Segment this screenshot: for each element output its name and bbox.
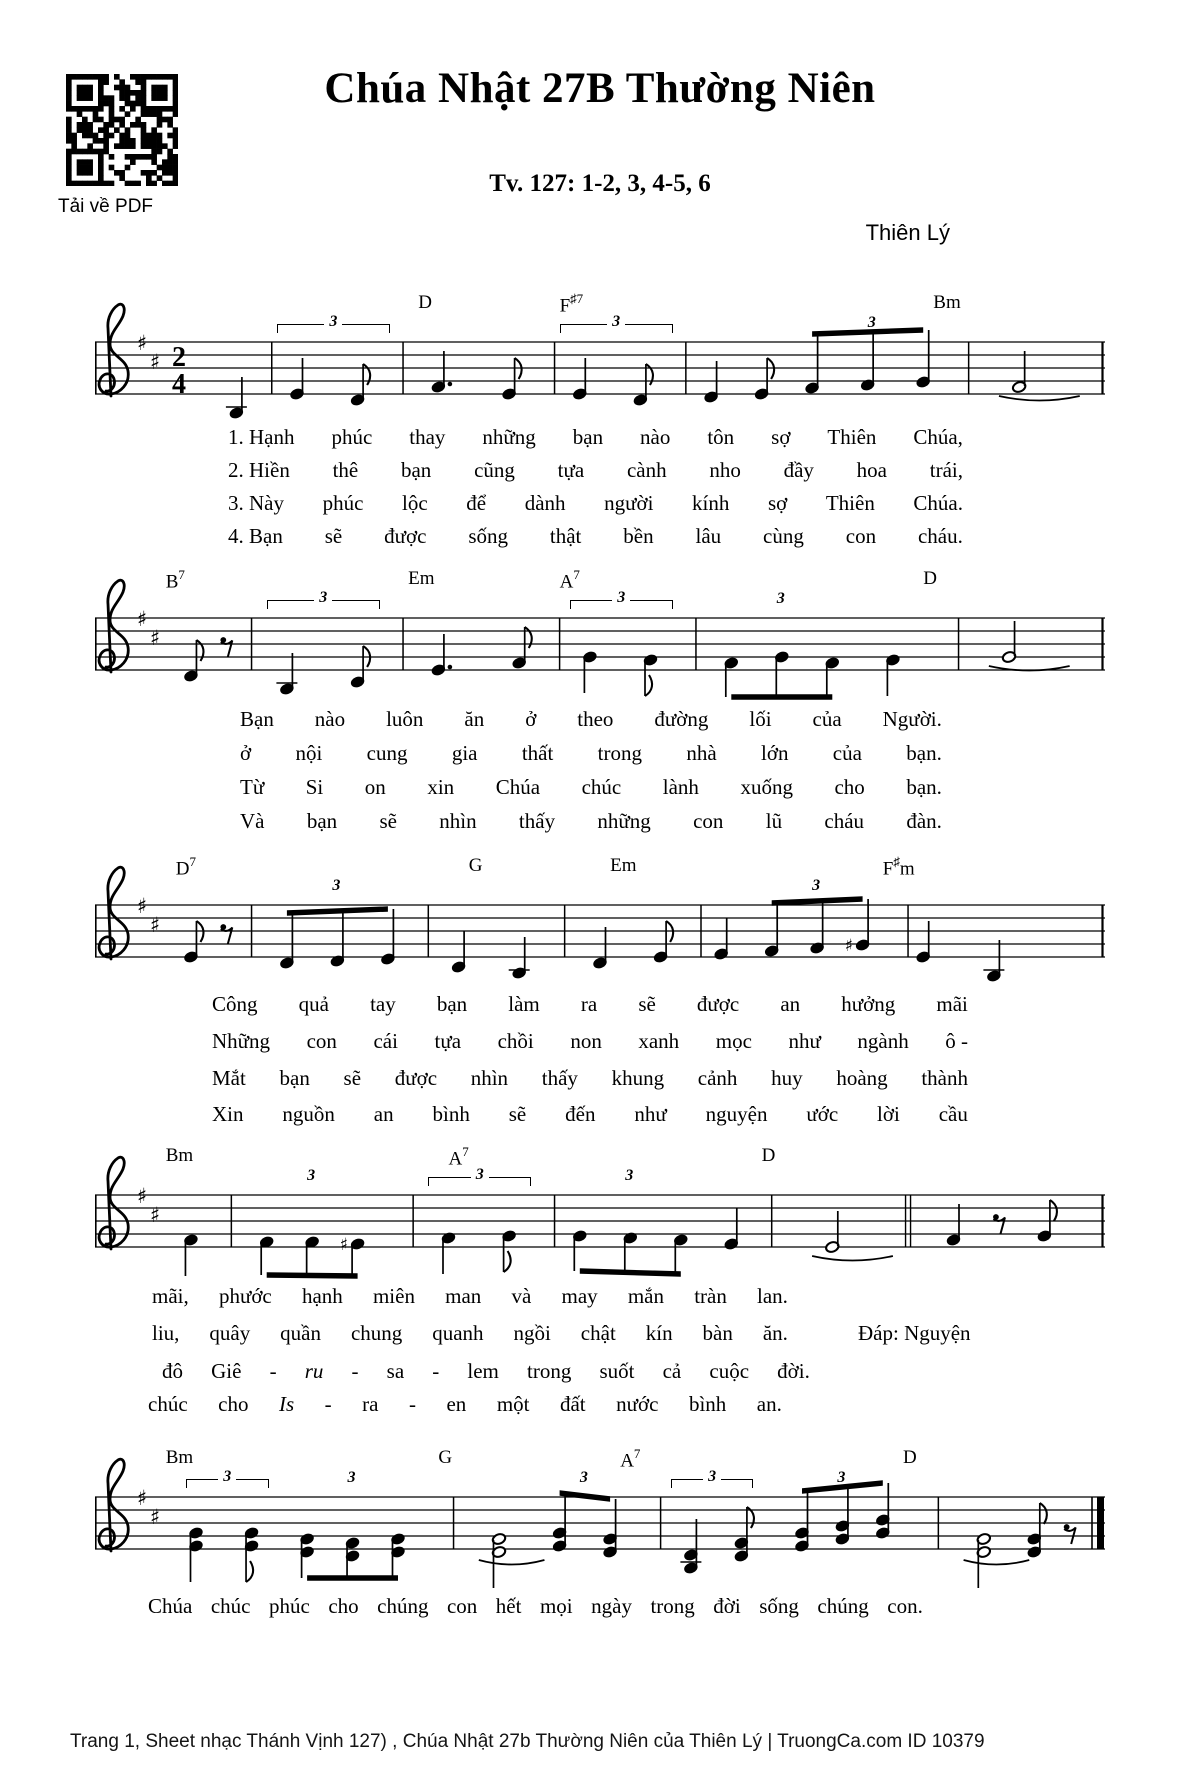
lyric-word: bình [688, 1392, 727, 1416]
triplet-mark: 3 [625, 1167, 634, 1184]
lyric-line [212, 1065, 968, 1092]
footer-text: Trang 1, Sheet nhạc Thánh Vịnh 127) , Chúa Nhật 27b Thường Niên của Thiên Lý | TruongCa.com ID 10379 [70, 1731, 985, 1752]
lyric-word: suốt [599, 1359, 635, 1383]
lyric-word: chúc [581, 775, 622, 799]
lyric-word: huy [771, 1066, 803, 1090]
lyric-line [240, 706, 942, 733]
lyric-word: Công [212, 992, 258, 1016]
lyric-word: sa [386, 1359, 405, 1383]
lyric-word: và [511, 1284, 532, 1308]
chord-label: G [438, 1447, 453, 1468]
lyric-word: tựa [557, 458, 585, 482]
lyric-word: nội [295, 741, 323, 765]
lyric-word: được [394, 1066, 438, 1090]
lyric-word: thê [332, 458, 359, 482]
lyric-word: cùng [763, 524, 804, 548]
svg-text:♯: ♯ [137, 894, 148, 918]
lyric-word: đời. [777, 1359, 810, 1383]
lyric-word: nguyện [705, 1102, 768, 1126]
chord-label: $A^7$ [620, 1446, 641, 1472]
svg-text:♯: ♯ [150, 350, 161, 374]
lyric-word: cháu [824, 809, 865, 833]
lyric-word: lũ [765, 809, 783, 833]
lyric-word: để [466, 491, 487, 515]
lyric-word: lớn [761, 741, 789, 765]
chord-label: Em [408, 568, 435, 589]
lyric-word: sẽ [343, 1066, 362, 1090]
lyric-word: an [373, 1102, 394, 1126]
lyric-word: nào [314, 707, 346, 731]
lyric-word: lan. [757, 1284, 788, 1308]
lyric-word: những [597, 809, 651, 833]
lyric-word: ăn. [762, 1321, 788, 1345]
lyric-word: 2. Hiền [228, 458, 290, 482]
lyric-word: đời [713, 1594, 741, 1618]
svg-text:♯: ♯ [137, 1184, 148, 1208]
lyric-word: một [496, 1392, 530, 1416]
lyric-word: an. [756, 1392, 782, 1416]
author-name: Thiên Lý [865, 220, 950, 245]
lyric-word: Mắt [212, 1066, 246, 1090]
lyric-word: hạnh [301, 1284, 343, 1308]
lyric-word: chúc [148, 1392, 188, 1416]
lyric-word: thấy [541, 1066, 578, 1090]
lyric-line [240, 808, 942, 835]
lyric-word: con [845, 524, 877, 548]
lyric-word: Chúa [148, 1594, 193, 1618]
lyric-word: hoàng [836, 1066, 888, 1090]
lyric-word: - [351, 1359, 359, 1383]
lyric-line [152, 1320, 788, 1347]
lyric-word: nhà [686, 741, 717, 765]
lyric-word: bình [432, 1102, 470, 1126]
lyric-word: ngồi [513, 1321, 551, 1345]
lyric-word: Si [305, 775, 324, 799]
lyric-word: làm [508, 992, 540, 1016]
lyric-word: xanh [638, 1029, 680, 1053]
chord-label: F♯m [882, 854, 915, 880]
lyric-line [162, 1358, 810, 1385]
triplet-mark: 3 [332, 877, 341, 894]
lyric-word: non [570, 1029, 602, 1053]
chord-label: G [468, 855, 483, 876]
lyric-line [212, 1101, 968, 1128]
qr-caption-link[interactable]: Tải về PDF [58, 196, 154, 217]
triplet-mark: 3 [812, 877, 821, 894]
lyric-line [212, 1028, 968, 1055]
lyric-word: phúc [331, 425, 373, 449]
lyric-word: lối [749, 707, 772, 731]
lyric-word: ru [304, 1359, 324, 1383]
lyric-word: ngày [591, 1594, 632, 1618]
lyric-word: hoa [856, 458, 887, 482]
lyric-word: Thiên [825, 491, 875, 515]
lyric-word: Giê [211, 1359, 242, 1383]
svg-text:♯: ♯ [150, 913, 161, 937]
lyric-line [212, 991, 968, 1018]
triplet-mark: 3 [570, 600, 673, 609]
lyric-word: đầy [783, 458, 814, 482]
lyric-word: - [269, 1359, 277, 1383]
triplet-mark: 3 [186, 1479, 269, 1488]
lyric-word: chúc [210, 1594, 251, 1618]
lyric-word: con [446, 1594, 478, 1618]
lyric-word: bền [623, 524, 654, 548]
lyric-word: kính [692, 491, 730, 515]
lyric-word: mọi [539, 1594, 573, 1618]
lyric-word: ước [806, 1102, 839, 1126]
lyric-word: lành [662, 775, 699, 799]
lyric-word: ô - [945, 1029, 968, 1053]
lyric-word: cảnh [697, 1066, 738, 1090]
staff-svg [95, 1145, 1105, 1300]
lyric-word: thất [521, 741, 554, 765]
music-system-5 [80, 1447, 1125, 1662]
lyric-word: trong [650, 1594, 695, 1618]
lyric-word: chồi [497, 1029, 534, 1053]
lyric-word: tràn [694, 1284, 727, 1308]
svg-text:♯: ♯ [844, 936, 853, 956]
lyric-word: sẽ [638, 992, 656, 1016]
lyric-word: quanh [432, 1321, 484, 1345]
triplet-mark: 3 [579, 1469, 588, 1486]
triplet-mark: 3 [560, 324, 673, 333]
lyric-word: bạn [279, 1066, 310, 1090]
lyric-word: mọc [715, 1029, 752, 1053]
lyric-word: sẽ [324, 524, 343, 548]
chord-label: D [903, 1447, 917, 1468]
lyric-word: tựa [434, 1029, 462, 1053]
lyric-word: sẽ [379, 809, 397, 833]
svg-text:♯: ♯ [137, 331, 148, 355]
chord-label: Bm [165, 1447, 194, 1468]
lyric-word: phước [218, 1284, 272, 1308]
lyric-word: con [693, 809, 724, 833]
lyric-line [152, 1283, 788, 1310]
lyric-word: nhìn [470, 1066, 509, 1090]
lyric-word: gia [451, 741, 478, 765]
lyric-word: được [384, 524, 427, 548]
chord-label: $F^{♯7}$ [559, 291, 584, 317]
lyric-word: theo [577, 707, 614, 731]
lyric-word: may [561, 1284, 598, 1308]
lyric-word: kín [645, 1321, 673, 1345]
triplet-mark: 3 [671, 1479, 754, 1488]
lyric-word: bạn [436, 992, 468, 1016]
lyric-word: thành [921, 1066, 968, 1090]
lyric-word: đô [162, 1359, 183, 1383]
lyric-word: đàn. [906, 809, 942, 833]
lyric-word: lem [467, 1359, 499, 1383]
triplet-mark: 3 [267, 600, 380, 609]
lyric-word: ở [240, 741, 252, 765]
lyric-word: cháu. [917, 524, 963, 548]
lyric-word: sống [468, 524, 508, 548]
lyric-word: thật [549, 524, 582, 548]
lyric-word: nhìn [439, 809, 477, 833]
svg-text:♯: ♯ [137, 607, 148, 631]
lyric-word: nho [709, 458, 741, 482]
lyric-word: sợ [771, 425, 791, 449]
svg-text:♯: ♯ [137, 1486, 148, 1510]
lyric-word: ra [580, 992, 598, 1016]
lyric-word: hưởng [841, 992, 896, 1016]
chord-label: Bm [933, 292, 961, 313]
lyric-word: miên [372, 1284, 415, 1308]
lyric-word: lời [877, 1102, 900, 1126]
lyric-word: Thiên [827, 425, 877, 449]
lyric-word: Người. [882, 707, 942, 731]
lyric-line [228, 424, 963, 451]
lyric-word: bạn. [906, 775, 942, 799]
lyric-word: en [446, 1392, 467, 1416]
lyric-word: ăn [464, 707, 485, 731]
lyric-word: bạn [306, 809, 338, 833]
lyric-word: lâu [695, 524, 722, 548]
lyric-word: ngành [857, 1029, 909, 1053]
lyric-word: sẽ [508, 1102, 527, 1126]
triplet-mark: 3 [307, 1167, 316, 1184]
lyric-word: liu, [152, 1321, 180, 1345]
lyric-line [240, 740, 942, 767]
lyric-word: an [780, 992, 801, 1016]
triplet-mark: 3 [277, 324, 390, 333]
svg-text:2: 2 [172, 342, 186, 373]
lyric-response-label: Đáp: Nguyện [858, 1321, 971, 1345]
chord-label: D [761, 1145, 776, 1166]
lyric-word: 4. Bạn [228, 524, 283, 548]
lyric-line [240, 774, 942, 801]
lyric-word: được [696, 992, 740, 1016]
triplet-mark: 3 [776, 590, 785, 607]
lyric-word: lộc [402, 491, 428, 515]
lyric-word: nào [640, 425, 671, 449]
lyric-word: thấy [518, 809, 556, 833]
chord-label: $B^7$ [165, 567, 185, 593]
lyric-word: con [306, 1029, 337, 1053]
lyric-word: nước [616, 1392, 659, 1416]
lyric-word: quần [280, 1321, 321, 1345]
lyric-word: mãi, [152, 1284, 189, 1308]
lyric-word: ra [362, 1392, 379, 1416]
lyric-word: nguồn [282, 1102, 335, 1126]
lyric-word: cho [834, 775, 865, 799]
lyric-word: mãi [936, 992, 968, 1016]
lyric-word: Chúa, [913, 425, 963, 449]
lyric-word: cả [662, 1359, 682, 1383]
lyric-word: Từ [240, 775, 265, 799]
lyric-word: chúng [817, 1594, 869, 1618]
lyric-word: ở [525, 707, 537, 731]
lyric-word: đất [559, 1392, 586, 1416]
staff-svg [95, 568, 1105, 723]
svg-text:♯: ♯ [150, 1203, 161, 1227]
lyric-word: cuộc [709, 1359, 750, 1383]
lyric-line [148, 1391, 782, 1418]
lyric-word: khung [611, 1066, 665, 1090]
lyric-word: cung [366, 741, 408, 765]
svg-text:♯: ♯ [150, 1505, 161, 1529]
lyric-word: Chúa. [913, 491, 963, 515]
lyric-line [228, 457, 963, 484]
lyric-word: chật [580, 1321, 616, 1345]
lyric-word: chúng [377, 1594, 429, 1618]
lyric-word: của [832, 741, 862, 765]
lyric-word: - [324, 1392, 332, 1416]
lyric-word: bạn [572, 425, 604, 449]
chord-label: $D^7$ [175, 854, 197, 880]
svg-text:4: 4 [172, 369, 186, 400]
lyric-word: cho [328, 1594, 359, 1618]
lyric-word: on [364, 775, 386, 799]
lyric-word: bạn. [906, 741, 942, 765]
lyric-word: Xin [212, 1102, 244, 1126]
lyric-word: tôn [707, 425, 735, 449]
triplet-mark: 3 [867, 314, 876, 331]
lyric-word: trong [597, 741, 642, 765]
lyric-word: cành [626, 458, 667, 482]
lyric-word: quây [209, 1321, 251, 1345]
svg-text:♯: ♯ [339, 1235, 348, 1255]
lyric-word: tay [370, 992, 396, 1016]
lyric-word: người [604, 491, 654, 515]
staff-svg [95, 1447, 1105, 1602]
lyric-word: 1. Hạnh [228, 425, 295, 449]
lyric-word: cầu [938, 1102, 968, 1126]
lyric-line [228, 490, 963, 517]
lyric-word: mắn [627, 1284, 664, 1308]
lyric-word: trong [527, 1359, 572, 1383]
chord-label: D [923, 568, 937, 589]
lyric-word: Bạn [240, 707, 274, 731]
lyric-word: đến [565, 1102, 596, 1126]
lyric-word: 3. Này [228, 491, 284, 515]
lyric-word: - [408, 1392, 416, 1416]
lyric-word: trái, [929, 458, 963, 482]
lyric-line [228, 523, 963, 550]
chord-label: Bm [165, 1145, 194, 1166]
svg-text:♯: ♯ [150, 626, 161, 650]
chord-label: $A^7$ [448, 1144, 469, 1170]
triplet-mark: 3 [837, 1469, 846, 1486]
lyric-word: - [432, 1359, 440, 1383]
chord-label: Em [610, 855, 637, 876]
triplet-mark: 3 [347, 1469, 356, 1486]
lyric-word: xuống [740, 775, 793, 799]
lyric-word: chung [350, 1321, 403, 1345]
page-title: Chúa Nhật 27B Thường Niên [324, 65, 876, 112]
lyric-word: như [788, 1029, 821, 1053]
lyric-word: xin [427, 775, 455, 799]
page-subtitle: Tv. 127: 1-2, 3, 4-5, 6 [489, 170, 711, 197]
lyric-word: sợ [767, 491, 788, 515]
lyric-word: đường [654, 707, 709, 731]
triplet-mark: 3 [428, 1177, 531, 1186]
lyric-word: dành [524, 491, 566, 515]
lyric-word: như [634, 1102, 667, 1126]
lyric-word: Chúa [495, 775, 541, 799]
lyric-word: con. [887, 1594, 923, 1618]
lyric-word: Những [212, 1029, 271, 1053]
lyric-word: cho [218, 1392, 249, 1416]
lyric-line [148, 1593, 923, 1620]
lyric-word: của [812, 707, 842, 731]
lyric-word: quả [298, 992, 329, 1016]
chord-label: D [418, 292, 432, 313]
lyric-word: luôn [386, 707, 424, 731]
lyric-word: sống [759, 1594, 799, 1618]
lyric-word: Is [278, 1392, 295, 1416]
lyric-word: bạn [400, 458, 432, 482]
lyric-word: hết [495, 1594, 522, 1618]
lyric-word: phúc [322, 491, 364, 515]
chord-label: $A^7$ [559, 567, 580, 593]
lyric-word: man [445, 1284, 482, 1308]
lyric-word: Và [240, 809, 265, 833]
lyric-word: phúc [268, 1594, 310, 1618]
lyric-word: cũng [474, 458, 515, 482]
lyric-word: cái [373, 1029, 398, 1053]
lyric-word: bàn [702, 1321, 733, 1345]
staff-svg [95, 855, 1105, 1010]
lyric-word: thay [409, 425, 446, 449]
lyric-word: những [482, 425, 536, 449]
